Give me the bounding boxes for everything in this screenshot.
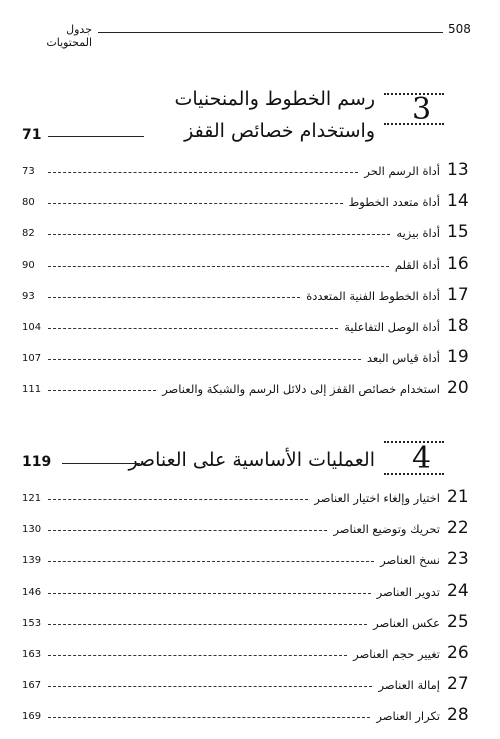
entry-page: 130 bbox=[22, 524, 42, 536]
entry-page: 82 bbox=[22, 228, 35, 240]
entry-page: 93 bbox=[22, 290, 35, 302]
entry-leader-dashes bbox=[48, 717, 370, 718]
entry-title[interactable]: أداة قياس البعد bbox=[366, 351, 440, 366]
chapter-3-leader-line bbox=[48, 136, 144, 137]
entry-number: 13 bbox=[447, 160, 469, 180]
entry-title[interactable]: استخدام خصائص القفز إلى دلائل الرسم والشبكة والعناصر bbox=[162, 382, 440, 397]
entry-number: 25 bbox=[447, 611, 469, 632]
entry-title[interactable]: أداة الخطوط الفنية المتعددة bbox=[306, 288, 440, 303]
entry-number: 27 bbox=[447, 674, 469, 695]
entry-number: 16 bbox=[447, 253, 469, 274]
entry-title[interactable]: تحريك وتوضيع العناصر bbox=[333, 522, 440, 537]
entry-title[interactable]: أداة متعدد الخطوط bbox=[348, 195, 440, 210]
entry-title[interactable]: إمالة العناصر bbox=[378, 678, 440, 693]
entry-leader-dashes bbox=[48, 172, 358, 173]
chapter-3-number: 3 bbox=[412, 92, 432, 127]
entry-leader-dashes bbox=[48, 359, 361, 360]
entry-page: 121 bbox=[22, 493, 42, 504]
entry-number: 15 bbox=[447, 222, 469, 243]
chapter-3-title-line1: رسم الخطوط والمنحنيات bbox=[174, 88, 375, 110]
entry-leader-dashes bbox=[48, 593, 371, 594]
entry-number: 18 bbox=[447, 316, 469, 336]
entry-leader-dashes bbox=[48, 390, 156, 391]
entry-number: 17 bbox=[447, 284, 469, 305]
entry-page: 146 bbox=[22, 586, 42, 598]
entry-number: 20 bbox=[447, 378, 469, 399]
entry-number: 22 bbox=[447, 518, 469, 539]
chapter-3-page: 71 bbox=[22, 127, 42, 143]
entry-leader-dashes bbox=[48, 530, 327, 531]
entry-page: 111 bbox=[22, 384, 42, 396]
chapter-4-dots-bottom bbox=[384, 473, 444, 475]
chapter-4-title: العمليات الأساسية على العناصر bbox=[128, 449, 375, 471]
entry-leader-dashes bbox=[48, 499, 308, 500]
chapter-4-page: 119 bbox=[22, 454, 52, 470]
entry-page: 153 bbox=[22, 617, 42, 629]
entry-page: 80 bbox=[22, 197, 35, 209]
entry-title[interactable]: أداة الرسم الحر bbox=[364, 164, 440, 178]
header-rule bbox=[98, 32, 443, 33]
chapter-3-dots-bottom bbox=[384, 123, 444, 125]
entry-title[interactable]: تغيير حجم العناصر bbox=[353, 647, 440, 661]
entry-number: 21 bbox=[447, 487, 469, 507]
entry-page: 169 bbox=[22, 711, 42, 723]
entry-leader-dashes bbox=[48, 297, 300, 298]
entry-leader-dashes bbox=[48, 624, 367, 625]
chapter-3-title-line2: واستخدام خصائص القفز bbox=[184, 120, 375, 142]
entry-number: 19 bbox=[447, 347, 469, 368]
entry-number: 23 bbox=[447, 549, 469, 570]
page-number: 508 bbox=[448, 22, 471, 36]
entry-page: 104 bbox=[22, 322, 42, 333]
entry-page: 73 bbox=[22, 166, 35, 177]
entry-title[interactable]: تكرار العناصر bbox=[376, 709, 440, 724]
entry-number: 26 bbox=[447, 643, 469, 663]
entry-leader-dashes bbox=[48, 686, 372, 687]
running-header-title: جدول المحتويات bbox=[46, 23, 92, 49]
entry-page: 163 bbox=[22, 649, 42, 660]
entry-number: 28 bbox=[447, 705, 469, 726]
entry-page: 90 bbox=[22, 259, 35, 271]
entry-page: 139 bbox=[22, 555, 42, 567]
entry-leader-dashes bbox=[48, 203, 343, 204]
entry-page: 167 bbox=[22, 680, 42, 692]
entry-title[interactable]: عكس العناصر bbox=[373, 615, 440, 630]
chapter-4-number: 4 bbox=[412, 441, 432, 476]
entry-title[interactable]: أداة القلم bbox=[394, 257, 440, 272]
entry-title[interactable]: أداة الوصل التفاعلية bbox=[344, 320, 440, 334]
entry-title[interactable]: تدوير العناصر bbox=[376, 584, 440, 599]
entry-leader-dashes bbox=[48, 561, 374, 562]
entry-leader-dashes bbox=[48, 328, 338, 329]
entry-number: 24 bbox=[447, 580, 469, 601]
entry-page: 107 bbox=[22, 353, 42, 365]
entry-title[interactable]: اختيار وإلغاء اختيار العناصر bbox=[314, 491, 440, 505]
entry-leader-dashes bbox=[48, 266, 389, 267]
chapter-4-leader-line bbox=[62, 463, 140, 464]
entry-leader-dashes bbox=[48, 234, 390, 235]
entry-title[interactable]: أداة بيزيه bbox=[396, 226, 440, 241]
entry-title[interactable]: نسخ العناصر bbox=[380, 553, 440, 568]
entry-leader-dashes bbox=[48, 655, 347, 656]
entry-number: 14 bbox=[447, 191, 469, 212]
